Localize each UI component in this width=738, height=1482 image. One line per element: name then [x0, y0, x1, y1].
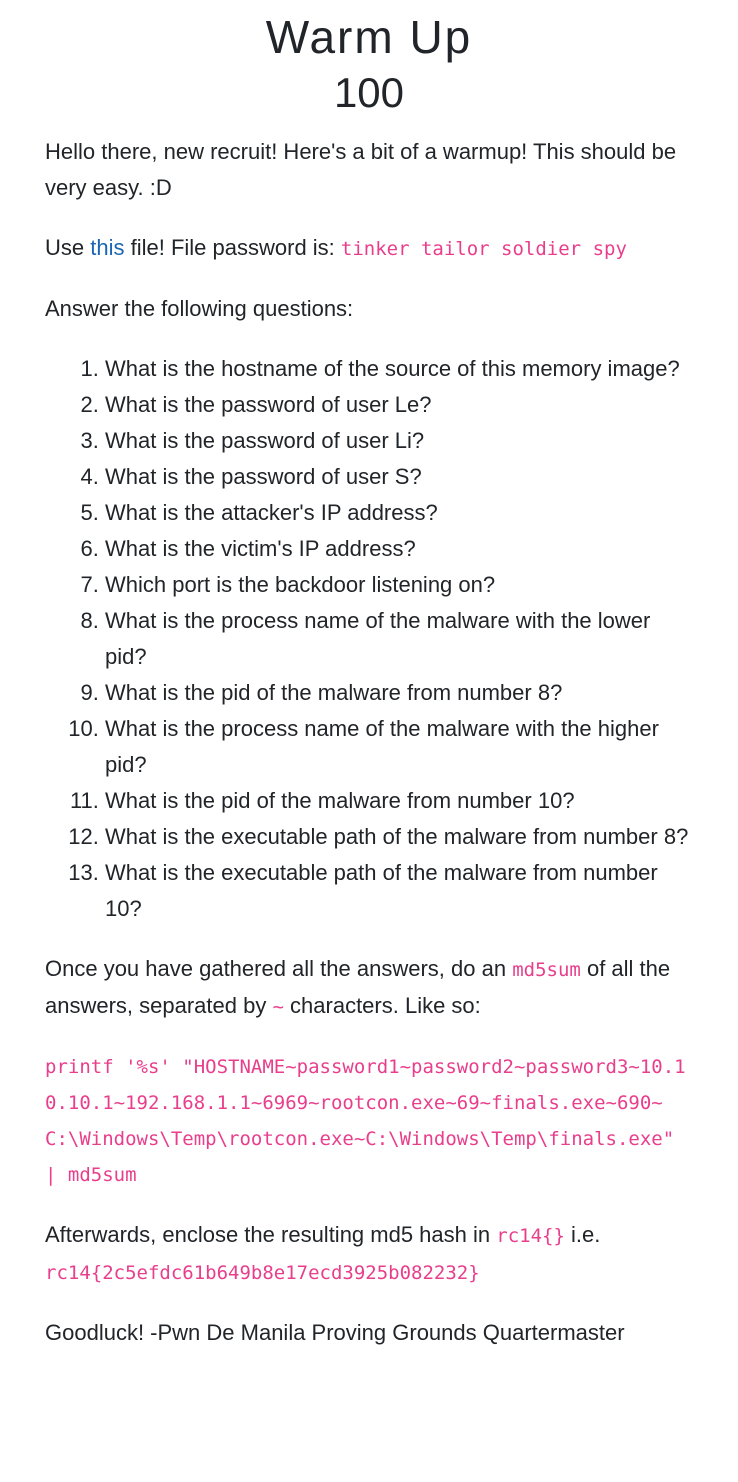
md5-instructions: [45, 951, 693, 1025]
file-line-prefix: Use: [45, 235, 91, 260]
question-item: 8. What is the process name of the malware with the lower pid?: [105, 603, 693, 675]
question-item: 5. What is the attacker's IP address?: [105, 495, 693, 531]
greeting-text: Hello there, new recruit! Here's a bit of a warmup! This should be very easy. :D: [45, 139, 677, 200]
flag-format-prefix: Afterwards, enclose the resulting md5 hash in: [45, 1222, 497, 1247]
file-download-link[interactable]: this: [90, 235, 125, 260]
md5-instructions-prefix: Once you have gathered all the answers, do an: [45, 956, 513, 981]
md5-instructions-suffix: characters. Like so:: [283, 993, 481, 1018]
file-password: tinker tailor soldier spy: [340, 238, 627, 260]
answer-prompt: Answer the following questions:: [45, 296, 354, 321]
example-command: printf '%s' "HOSTNAME~password1~password2~password3~10.10.10.1~192.168.1.1~6969~rootcon.exe~69~finals.exe~690~C:\Windows\Temp\rootcon.exe~C:\Windows\Temp\finals.exe" | md5sum: [45, 1056, 686, 1186]
flag-format-middle: i.e.: [564, 1222, 601, 1247]
md5-instructions-middle: of all the answers, separated by: [45, 956, 671, 1018]
separator-code: ~: [272, 996, 284, 1018]
challenge-points: 100: [333, 69, 405, 116]
md5sum-code: md5sum: [512, 959, 581, 981]
file-line: [45, 230, 693, 267]
question-item: 3. What is the password of user Li?: [105, 423, 693, 459]
question-item: 7. Which port is the backdoor listening on?: [105, 567, 693, 603]
question-item: 2. What is the password of user Le?: [105, 387, 693, 423]
question-item: 4. What is the password of user S?: [105, 459, 693, 495]
question-item: 6. What is the victim's IP address?: [105, 531, 693, 567]
questions-list: [45, 351, 693, 927]
question-item: 11. What is the pid of the malware from number 10?: [105, 783, 693, 819]
challenge-title: Warm Up: [265, 11, 473, 63]
signoff-text: Goodluck! -Pwn De Manila Proving Grounds Quartermaster: [45, 1320, 625, 1345]
question-item: 10. What is the process name of the malware with the higher pid?: [105, 711, 693, 783]
question-item: 9. What is the pid of the malware from number 8?: [105, 675, 693, 711]
file-line-middle: file! File password is:: [124, 235, 341, 260]
question-item: 1. What is the hostname of the source of this memory image?: [105, 351, 693, 387]
question-item: 13. What is the executable path of the malware from number 10?: [105, 855, 693, 927]
flag-format-line: [45, 1217, 693, 1291]
flag-example-code: rc14{2c5efdc61b649b8e17ecd3925b082232}: [45, 1262, 480, 1284]
challenge-description: [45, 134, 693, 1351]
question-item: 12. What is the executable path of the malware from number 8?: [105, 819, 693, 855]
flag-format-code: rc14{}: [496, 1225, 565, 1247]
